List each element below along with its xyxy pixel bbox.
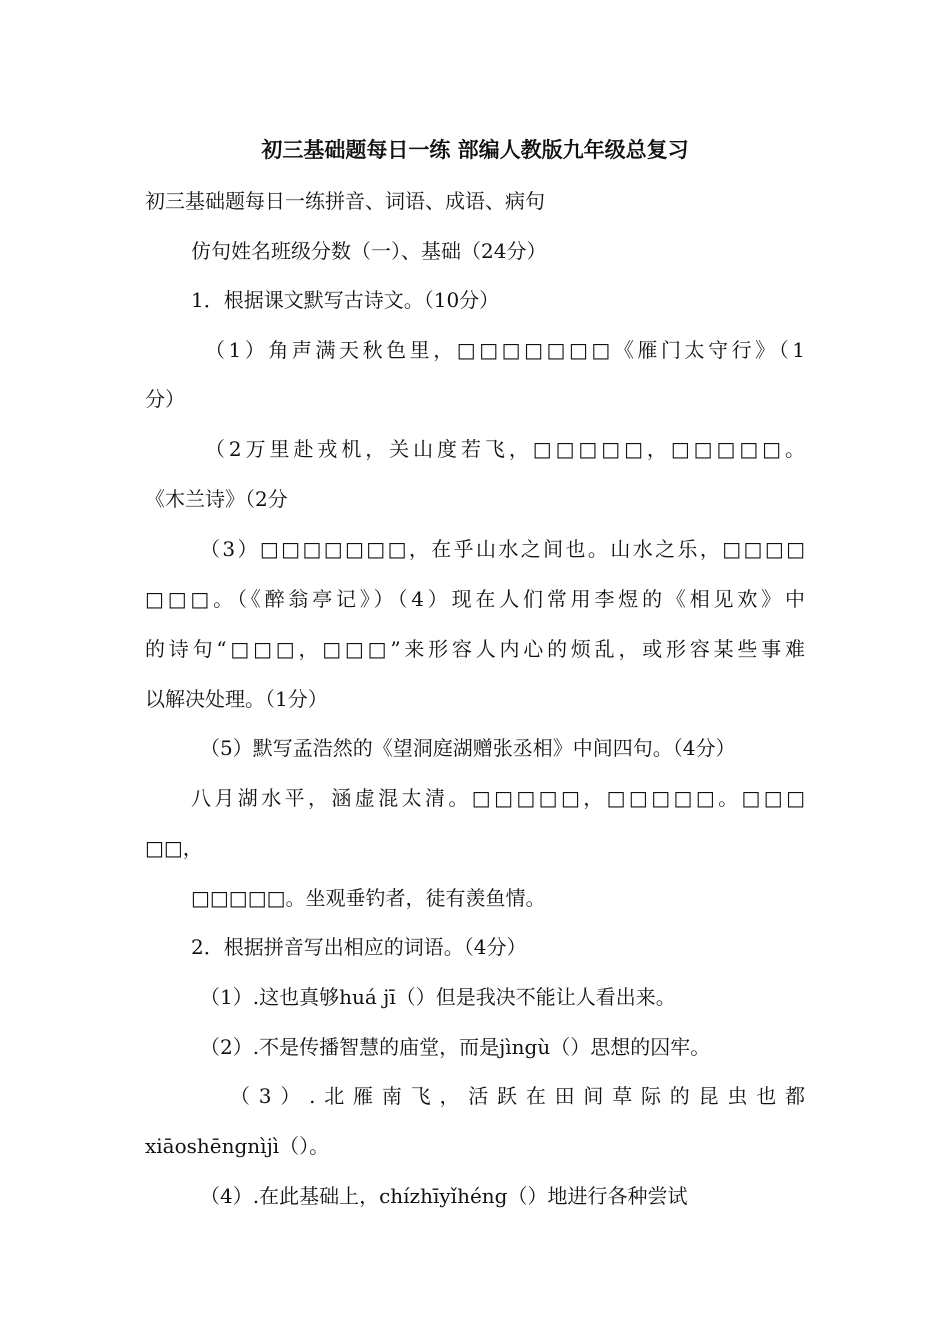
q1-item-5-poem-line-3: □□□□□。坐观垂钓者，徒有羡鱼情。 [191, 886, 546, 910]
q1-item-3-line-1: （3）□□□□□□□，在乎山水之间也。山水之乐，□□□□ [200, 537, 805, 561]
q1-item-1-line-2: 分） [145, 387, 185, 411]
q1-item-4-line-2: 的诗句“□□□，□□□”来形容人内心的烦乱，或形容某些事难 [145, 637, 805, 661]
q2-item-2: （2）.不是传播智慧的庙堂，而是jìngù（）思想的囚牢。 [200, 1035, 711, 1059]
q1-item-1-line-1: （1）角声满天秋色里，□□□□□□□《雁门太守行》（1 [205, 338, 805, 362]
q1-item-2-line-2: 《木兰诗》（2分 [145, 487, 288, 511]
q2-item-3-line-1: （3）.北雁南飞，活跃在田间草际的昆虫也都 [230, 1084, 805, 1108]
q1-item-3-line-2: □□□。（《醉翁亭记》）（4）现在人们常用李煜的《相见欢》中 [145, 587, 805, 611]
question-1-heading: 1．根据课文默写古诗文。（10分） [191, 288, 500, 312]
q1-item-2-line-1: （2万里赴戎机，关山度若飞，□□□□□，□□□□□。 [205, 437, 805, 461]
q1-item-5-poem-line-2: □□， [145, 836, 203, 860]
document-title: 初三基础题每日一练 部编人教版九年级总复习 [261, 138, 689, 162]
q2-item-1: （1）.这也真够huá jī（）但是我决不能让人看出来。 [200, 985, 676, 1009]
info-line: 仿句姓名班级分数（一）、基础（24分） [191, 239, 547, 263]
q1-item-4-line-3: 以解决处理。（1分） [145, 687, 328, 711]
q1-item-5-line-1: （5）默写孟浩然的《望洞庭湖赠张丞相》中间四句。（4分） [200, 736, 736, 760]
q2-item-3-line-2: xiāoshēngnìjì（）。 [145, 1134, 330, 1158]
question-2-heading: 2．根据拼音写出相应的词语。（4分） [191, 935, 527, 959]
subtitle-line: 初三基础题每日一练拼音、词语、成语、病句 [145, 189, 545, 213]
q2-item-4: （4）.在此基础上，chízhīyǐhéng（）地进行各种尝试 [200, 1184, 688, 1208]
q1-item-5-poem-line-1: 八月湖水平，涵虚混太清。□□□□□，□□□□□。□□□ [191, 786, 805, 810]
